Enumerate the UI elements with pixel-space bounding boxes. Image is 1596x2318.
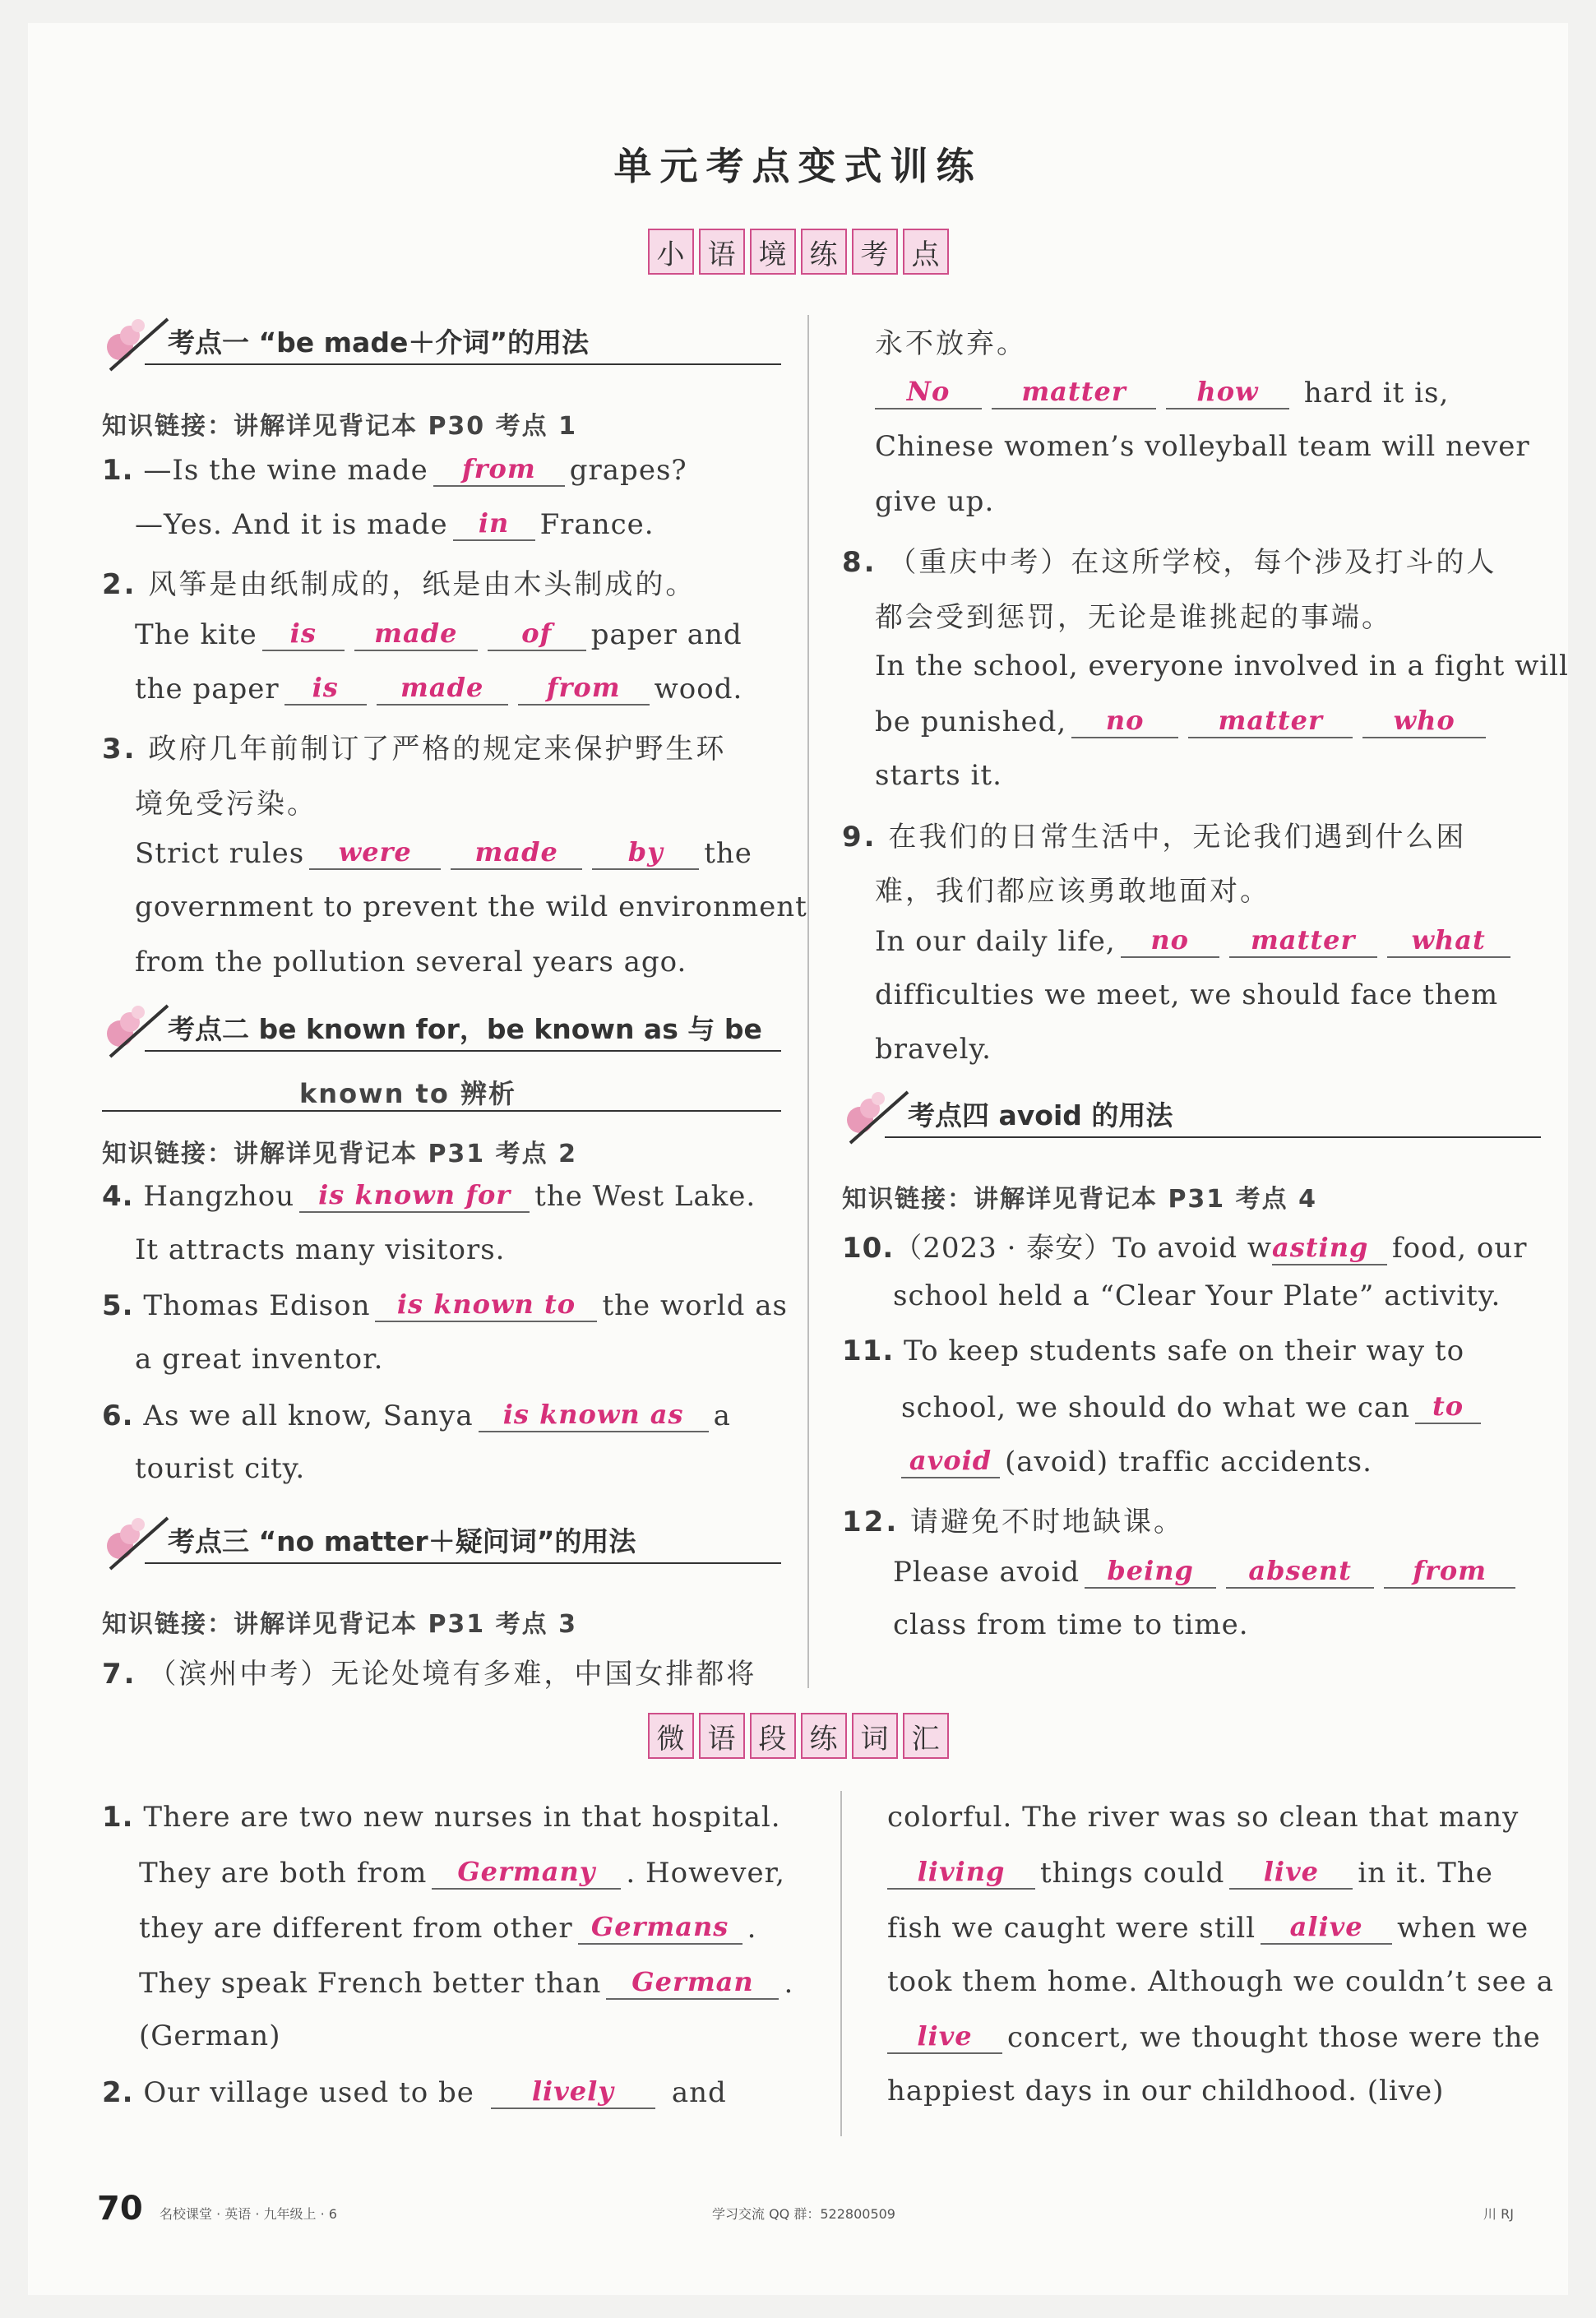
edition-code: 川 RJ	[1483, 2206, 1514, 2222]
banner-char: 考	[852, 229, 898, 275]
p1-line2: They are both from Germany . However,	[139, 1856, 785, 1890]
banner-char: 语	[699, 1713, 745, 1759]
p2-line1: 2. Our village used to be lively and	[102, 2075, 727, 2109]
p1-line4: They speak French better than German .	[139, 1966, 794, 2000]
q7-line2: Chinese women’s volleyball team will never	[875, 430, 1530, 463]
p1-line1: 1. There are two new nurses in that hospital.	[102, 1801, 781, 1834]
p2-line7: happiest days in our childhood. (live)	[887, 2075, 1445, 2107]
q8-zh2: 都会受到惩罚，无论是谁挑起的事端。	[875, 601, 1392, 634]
q4-line2: It attracts many visitors.	[135, 1233, 506, 1266]
q9-zh2: 难，我们都应该勇敢地面对。	[875, 875, 1270, 908]
knowledge-link: 知识链接：讲解详见背记本 P30 考点 1	[102, 412, 577, 441]
q7-line3: give up.	[875, 485, 995, 518]
knowledge-link: 知识链接：讲解详见背记本 P31 考点 3	[102, 1610, 577, 1639]
q6-line1: 6. As we all know, Sanya is known as a	[102, 1399, 731, 1432]
q11-line1: 11. To keep students safe on their way to	[842, 1335, 1465, 1367]
banner-context-practice	[648, 229, 949, 275]
q9-zh1: 9. 在我们的日常生活中，无论我们遇到什么困	[842, 821, 1467, 854]
q3-line2: government to prevent the wild environment	[135, 891, 807, 923]
divider	[145, 363, 781, 365]
banner-char: 境	[750, 229, 796, 275]
q7-line1: No matter how hard it is,	[875, 375, 1449, 409]
q8-line2: be punished, no matter who	[875, 704, 1491, 738]
divider	[145, 1050, 781, 1052]
knowledge-link: 知识链接：讲解详见背记本 P31 考点 2	[102, 1140, 577, 1168]
q5-line1: 5. Thomas Edison is known to the world as	[102, 1289, 788, 1322]
q8-zh1: 8. （重庆中考）在这所学校，每个涉及打斗的人	[842, 546, 1497, 579]
p2-line4: fish we caught were still alive when we	[887, 1911, 1529, 1945]
section-head-2	[102, 1006, 781, 1058]
q7-zh1: 7. （滨州中考）无论处境有多难，中国女排都将	[102, 1658, 757, 1691]
q7-zh2: 永不放弃。	[875, 327, 1027, 360]
section-label: 考点三 “no matter＋疑问词”的用法	[168, 1525, 636, 1557]
banner-char: 词	[852, 1713, 898, 1759]
banner-char: 汇	[903, 1713, 949, 1759]
p2-line3: living things could live in it. The	[887, 1855, 1493, 1890]
q11-line2: school, we should do what we can to	[901, 1390, 1486, 1424]
p1-line3: they are different from other Germans .	[139, 1911, 757, 1945]
page-title: 单元考点变式训练	[613, 144, 983, 188]
p1-line5: (German)	[139, 2020, 281, 2052]
q12-zh: 12. 请避免不时地缺课。	[842, 1506, 1185, 1538]
section-head-1	[102, 319, 781, 372]
q6-line2: tourist city.	[135, 1452, 306, 1485]
section-label-cont: known to 辨析	[299, 1078, 516, 1109]
banner-char: 练	[801, 1713, 847, 1759]
banner-vocab-practice	[648, 1713, 949, 1759]
brush-logo-icon	[102, 1511, 176, 1577]
q11-line3: avoid (avoid) traffic accidents.	[901, 1444, 1372, 1478]
p2-line5: took them home. Although we couldn’t see a	[887, 1965, 1554, 1998]
q9-line3: bravely.	[875, 1033, 992, 1066]
q3-zh1: 3. 政府几年前制订了严格的规定来保护野生环	[102, 733, 727, 766]
section-label: 考点二 be known for，be known as 与 be	[168, 1013, 762, 1045]
p2-line6: live concert, we thought those were the	[887, 2020, 1541, 2054]
q2-line2: the paper is made from wood.	[135, 672, 743, 706]
q12-line2: class from time to time.	[893, 1608, 1249, 1641]
q8-line1: In the school, everyone involved in a fight will	[875, 650, 1569, 682]
q5-line2: a great inventor.	[135, 1343, 384, 1376]
q9-line1: In our daily life, no matter what	[875, 923, 1515, 958]
q3-line3: from the pollution several years ago.	[135, 946, 687, 979]
q8-line3: starts it.	[875, 759, 1002, 792]
brush-logo-icon	[102, 312, 176, 378]
banner-char: 点	[903, 229, 949, 275]
section-label: 考点四 avoid 的用法	[908, 1099, 1173, 1131]
column-divider	[840, 1791, 842, 2136]
q10-line1: 10.（2023 · 泰安）To avoid wasting food, our	[842, 1232, 1528, 1265]
q4-line1: 4. Hangzhou is known for the West Lake.	[102, 1179, 756, 1213]
q3-line1: Strict rules were made by the	[135, 836, 752, 870]
page-number: 70	[97, 2190, 143, 2228]
q2-line1: The kite is made of paper and	[135, 618, 742, 651]
knowledge-link: 知识链接：讲解详见背记本 P31 考点 4	[842, 1185, 1317, 1214]
q1-line2: —Yes. And it is made in France.	[135, 507, 655, 541]
banner-char: 段	[750, 1713, 796, 1759]
p2-line2: colorful. The river was so clean that many	[887, 1801, 1520, 1834]
q3-zh2: 境免受污染。	[135, 788, 317, 821]
series-label: 名校课堂 · 英语 · 九年级上 · 6	[160, 2206, 337, 2222]
q9-line2: difficulties we meet, we should face them	[875, 979, 1499, 1011]
banner-char: 练	[801, 229, 847, 275]
brush-logo-icon	[102, 999, 176, 1065]
page	[28, 23, 1568, 2295]
brush-logo-icon	[842, 1085, 916, 1151]
divider	[885, 1136, 1541, 1138]
qq-group: 学习交流 QQ 群：522800509	[712, 2206, 895, 2222]
section-label: 考点一 “be made＋介词”的用法	[168, 326, 590, 359]
q1-line1: 1. —Is the wine made from grapes?	[102, 453, 687, 487]
divider	[145, 1562, 781, 1564]
q2-zh: 2. 风筝是由纸制成的，纸是由木头制成的。	[102, 568, 696, 601]
banner-char: 微	[648, 1713, 694, 1759]
divider	[102, 1110, 781, 1112]
q10-line2: school held a “Clear Your Plate” activity.	[893, 1279, 1501, 1312]
section-head-3	[102, 1518, 781, 1571]
column-divider	[807, 315, 809, 1688]
section-head-4	[842, 1092, 1541, 1145]
q12-line1: Please avoid being absent from	[893, 1554, 1520, 1589]
banner-char: 语	[699, 229, 745, 275]
banner-char: 小	[648, 229, 694, 275]
